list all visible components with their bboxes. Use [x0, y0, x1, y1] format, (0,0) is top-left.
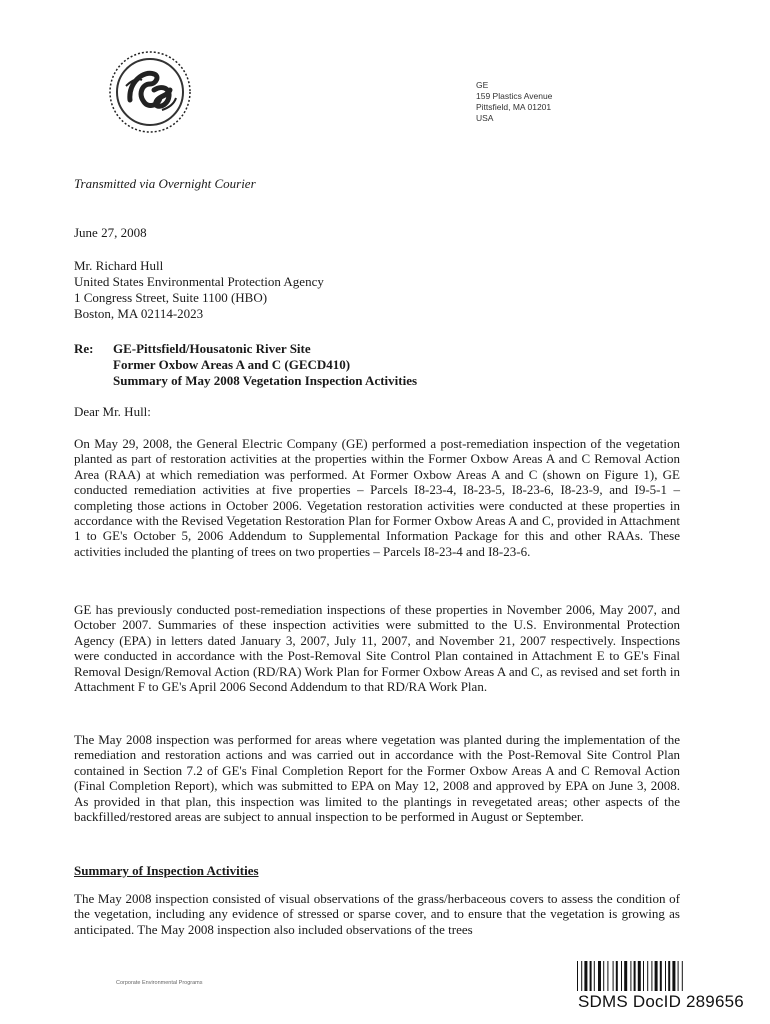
- recipient-line: Boston, MA 02114-2023: [74, 306, 204, 321]
- letterhead-address: [476, 80, 552, 124]
- sdms-doc-id: SDMS DocID 289656: [578, 992, 744, 1011]
- re-label: Re:: [74, 341, 94, 356]
- subject-line: Former Oxbow Areas A and C (GECD410): [113, 357, 351, 372]
- ge-logo: [108, 50, 192, 134]
- recipient-block: [74, 258, 324, 322]
- transmittal-note: Transmitted via Overnight Courier: [74, 176, 256, 191]
- barcode-icon: [577, 961, 737, 991]
- section-heading: Summary of Inspection Activities: [74, 863, 259, 878]
- salutation: Dear Mr. Hull:: [74, 404, 151, 419]
- body-paragraph: On May 29, 2008, the General Electric Company (GE) performed a post-remediation inspection of the vegetation planted as part of restoration activities at the properties within the Former Oxbow Areas A and C Removal Action Area (RAA) at which remediation was performed. At Former Oxbow Areas A and C (shown on Figure 1), GE conducted remediation activities at five properties – Parcels I8-23-4, I8-23-5, I8-23-6, I8-23-9, and I9-5-1 – completing those actions in October 2006. Vegetation restoration activities were conducted at these properties in accordance with the Revised Vegetation Restoration Plan for Former Oxbow Areas A and C, provided in Attachment 1 to GE's October 5, 2006 Addendum to Supplemental Information Package for this and other RAAs. These activities included the planting of trees on two properties – Parcels I8-23-4 and I8-23-6.: [74, 436, 680, 559]
- footer-small-print: Corporate Environmental Programs: [116, 980, 203, 986]
- body-paragraph: GE has previously conducted post-remediation inspections of these properties in November 2006, May 2007, and October 2007. Summaries of these inspection activities were submitted to the U.S. Environmental Protection Agency (EPA) in letters dated January 3, 2007, July 11, 2007, and November 21, 2007 respectively. Inspections were conducted in accordance with the Post-Removal Site Control Plan contained in Attachment E to GE's Final Removal Design/Removal Action (RD/RA) Work Plan for Former Oxbow Areas A and C, as revised and set forth in Attachment F to GE's April 2006 Second Addendum to that RD/RA Work Plan.: [74, 602, 680, 695]
- subject-line: GE-Pittsfield/Housatonic River Site: [113, 341, 311, 356]
- recipient-line: United States Environmental Protection Agency: [74, 274, 324, 289]
- body-paragraph: The May 2008 inspection was performed for areas where vegetation was planted during the implementation of the remediation and restoration actions and was carried out in accordance with the Post-Removal Site Control Plan contained in Section 7.2 of GE's Final Completion Report for the Former Oxbow Areas A and C Removal Action (Final Completion Report), which was submitted to EPA on May 12, 2008 and approved by EPA on June 3, 2008. As provided in that plan, this inspection was limited to the plantings in revegetated areas; other aspects of the backfilled/restored areas are subject to annual inspection to be performed in August or September.: [74, 732, 680, 825]
- subject-line: Summary of May 2008 Vegetation Inspection Activities: [113, 373, 418, 388]
- recipient-line: 1 Congress Street, Suite 1100 (HBO): [74, 290, 268, 305]
- ge-monogram-icon: [108, 50, 192, 134]
- letter-date: June 27, 2008: [74, 225, 147, 240]
- subject-block: [113, 341, 417, 389]
- address-line: USA: [476, 113, 494, 123]
- body-paragraph: The May 2008 inspection consisted of visual observations of the grass/herbaceous covers to assess the condition of the vegetation, including any evidence of stressed or sparse cover, and to ensure that the vegetation is growing as anticipated. The May 2008 inspection also included observations of the trees: [74, 891, 680, 937]
- address-line: 159 Plastics Avenue: [476, 91, 553, 101]
- recipient-line: Mr. Richard Hull: [74, 258, 164, 273]
- address-line: GE: [476, 80, 489, 90]
- address-line: Pittsfield, MA 01201: [476, 102, 552, 112]
